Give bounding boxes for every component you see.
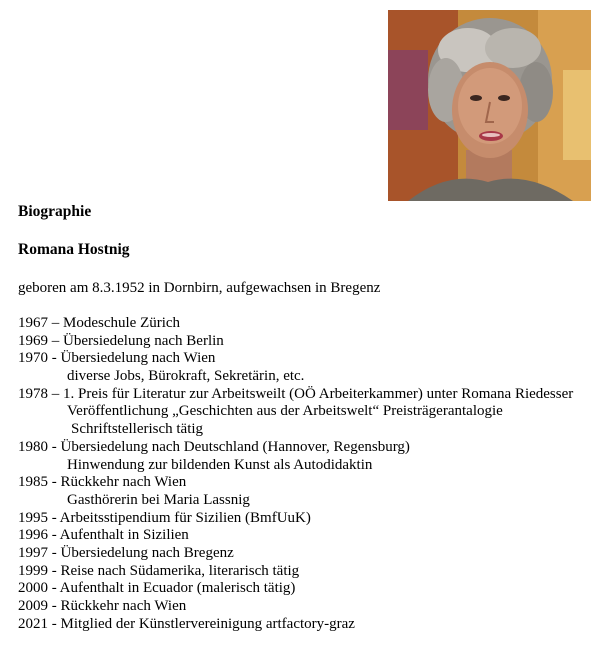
- person-name: Romana Hostnig: [18, 241, 130, 258]
- timeline-entry-text: 1978 – 1. Preis für Literatur zur Arbeitsweilt (OÖ Arbeiterkammer) unter Romana Riedesser: [18, 385, 574, 402]
- timeline-entry-text: 1997 - Übersiedelung nach Bregenz: [18, 544, 234, 561]
- timeline-entry-text: Hinwendung zur bildenden Kunst als Autodidaktin: [67, 456, 373, 473]
- timeline-entry-text: diverse Jobs, Bürokraft, Sekretärin, etc.: [67, 368, 305, 385]
- timeline-entry-text: 1969 – Übersiedelung nach Berlin: [18, 332, 224, 349]
- timeline-entry-text: 1996 - Aufenthalt in Sizilien: [18, 527, 189, 544]
- timeline-entry-text: 1980 - Übersiedelung nach Deutschland (Hannover, Regensburg): [18, 438, 410, 455]
- section-heading: Biographie: [18, 203, 92, 220]
- timeline-entry-text: 2000 - Aufenthalt in Ecuador (malerisch tätig): [18, 580, 296, 597]
- timeline-entry-text: 1995 - Arbeitsstipendium für Sizilien (BmfUuK): [18, 509, 311, 526]
- timeline-entry-text: Gasthörerin bei Maria Lassnig: [67, 491, 250, 508]
- timeline-entry-text: 1970 - Übersiedelung nach Wien: [18, 350, 216, 367]
- birth-info: geboren am 8.3.1952 in Dornbirn, aufgewachsen in Bregenz: [18, 280, 381, 296]
- timeline-entry-text: Veröffentlichung „Geschichten aus der Arbeitswelt“ Preisträgerantalogie: [67, 403, 503, 420]
- timeline-entry-text: 2021 - Mitglied der Künstlervereinigung artfactory-graz: [18, 615, 355, 632]
- timeline-entry-text: 1985 - Rückkehr nach Wien: [18, 474, 187, 491]
- timeline-entry-text: 1967 – Modeschule Zürich: [18, 315, 181, 331]
- timeline-entry-text: 2009 - Rückkehr nach Wien: [18, 598, 187, 614]
- timeline-entry-text: 1999 - Reise nach Südamerika, literarisch tätig: [18, 562, 300, 579]
- timeline-entry-text: Schriftstellerisch tätig: [71, 421, 204, 438]
- portrait-photo: [388, 10, 591, 201]
